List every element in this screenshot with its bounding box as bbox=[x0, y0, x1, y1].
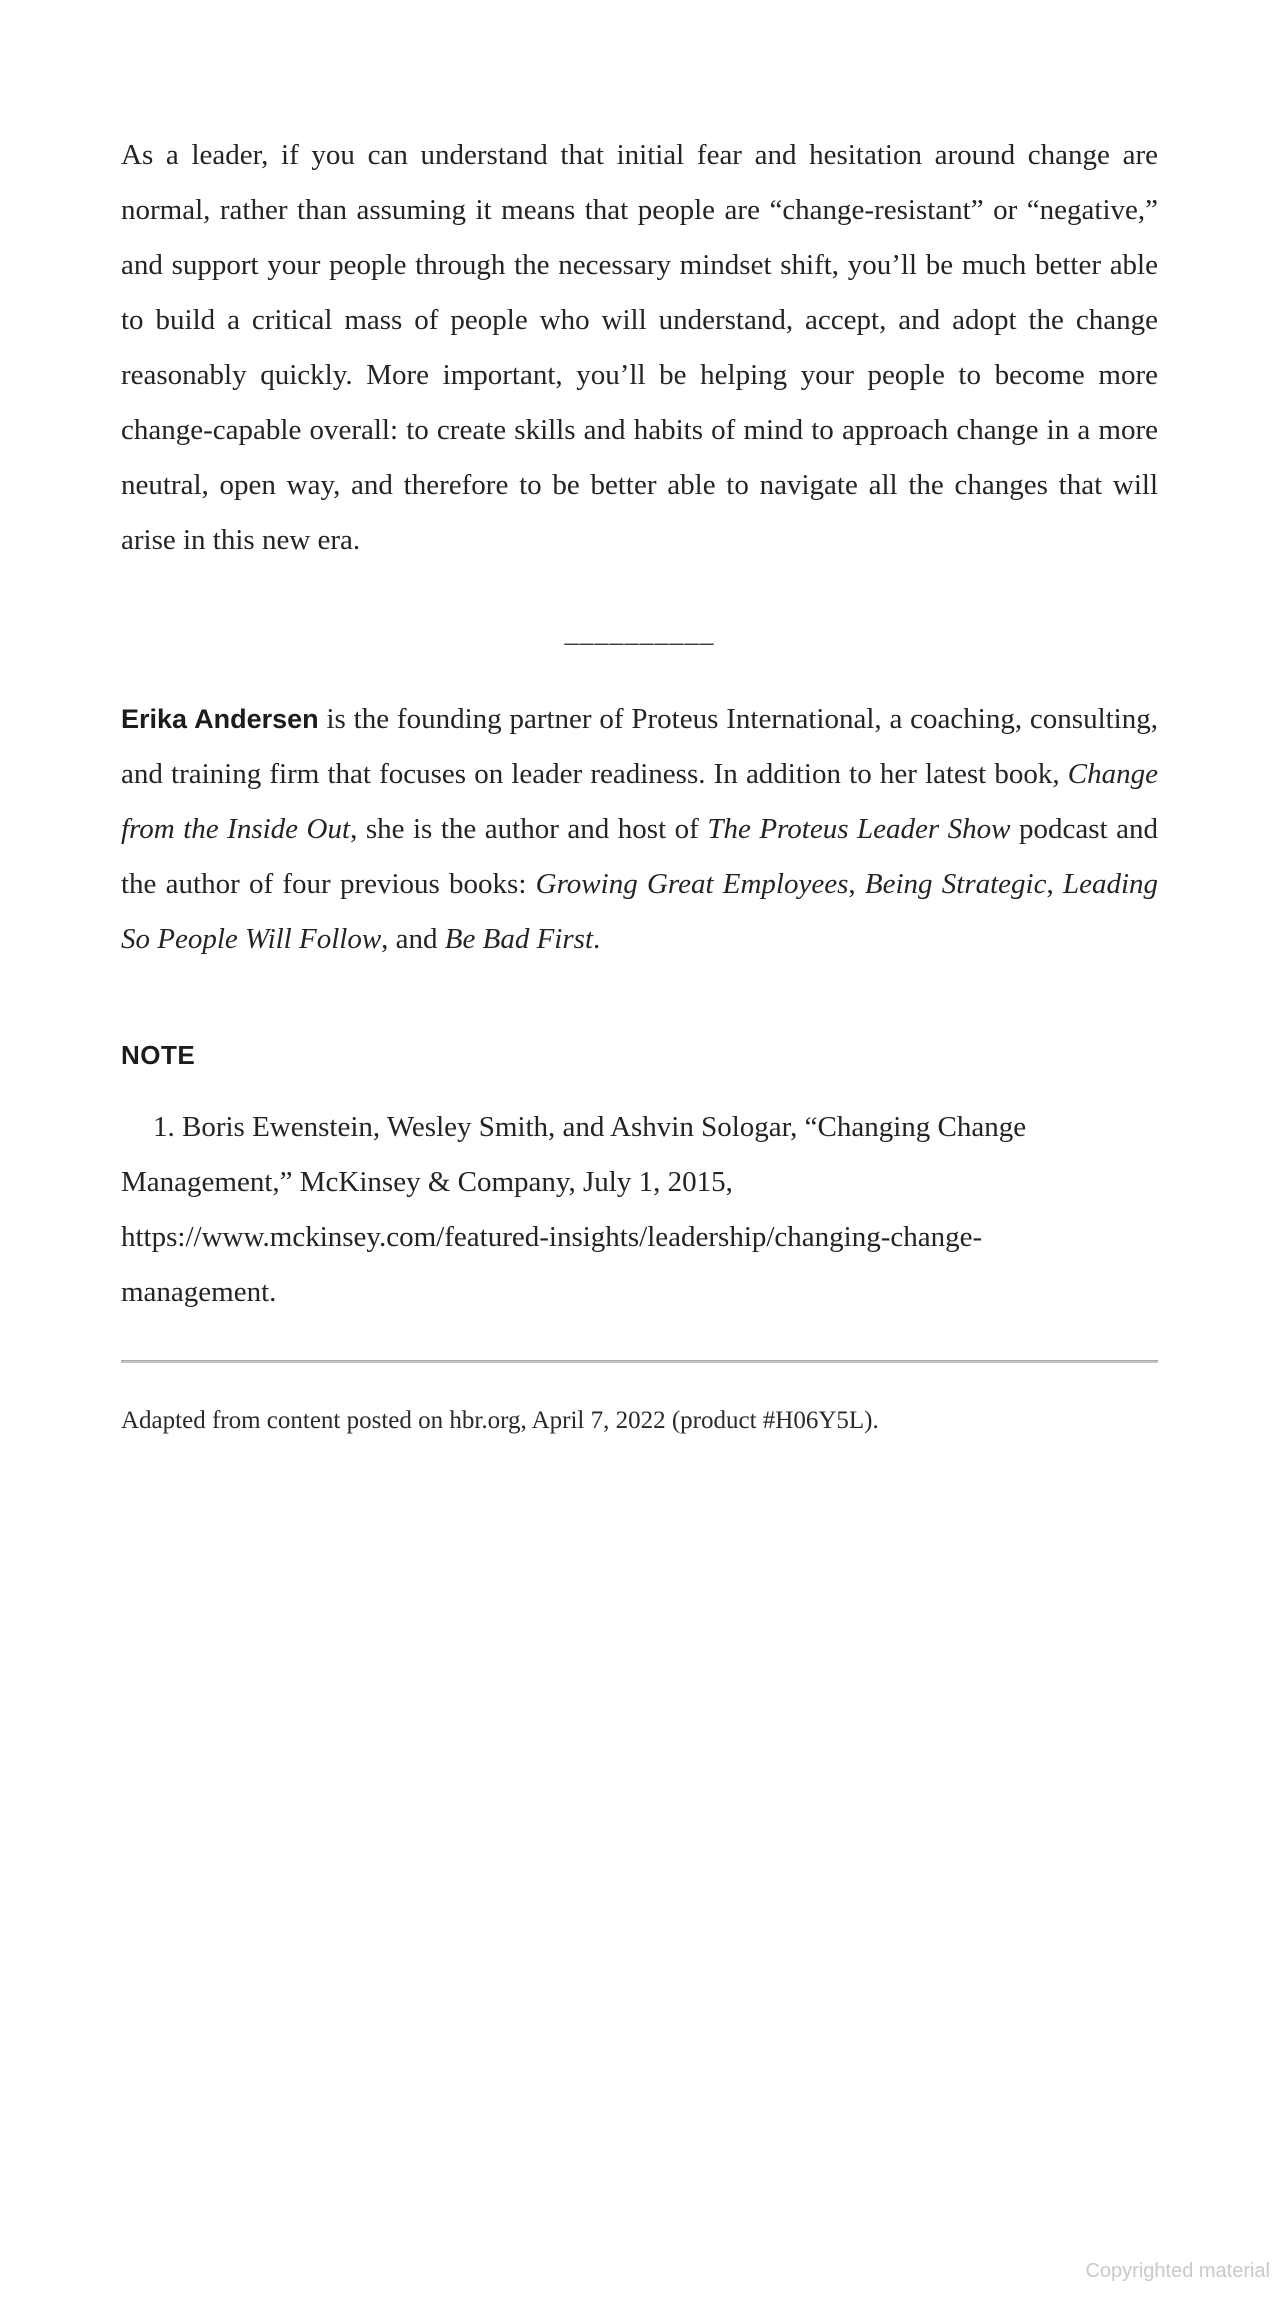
note-item-1: 1. Boris Ewenstein, Wesley Smith, and Ashvin Sologar, “Changing Change Management,” McKinsey & Company, July 1, 2015, https://www.mckinsey.com/featured-insights/leadership/changing-change- management. bbox=[121, 1111, 1027, 1308]
bio-text-segment: , and bbox=[381, 923, 445, 955]
bio-text-segment: is the founding partner of Proteus International, a coaching, consulting, and training firm that focuses on leader readiness. In addition to her latest book, bbox=[121, 703, 1158, 790]
bio-text-segment: . bbox=[593, 923, 601, 955]
footer-divider-rule bbox=[121, 1360, 1158, 1363]
source-attribution-line: Adapted from content posted on hbr.org, April 7, 2022 (product #H06Y5L). bbox=[121, 1407, 879, 1434]
note-section-heading: NOTE bbox=[121, 1040, 196, 1070]
bio-text-segment: podcast and the author of four previous books: bbox=[121, 813, 1159, 900]
bio-text-segment: Being Strategic bbox=[864, 868, 1047, 900]
bio-text-segment: The Proteus Leader Show bbox=[707, 813, 1011, 845]
body-paragraph: As a leader, if you can understand that initial fear and hesitation around change are normal, rather than assuming it means that people are “change-resistant” or “negative,” and support your people through the necessary mindset shift, you’ll be much better able to build a critical mass of people who will understand, accept, and adopt the change reasonably quickly. More important, you’ll be helping your people to become more change-capable overall: to create skills and habits of mind to approach change in a more neutral, open way, and therefore to be better able to navigate all the changes that will arise in this new era. bbox=[121, 139, 1158, 556]
section-divider-dashes: –––––––––– bbox=[564, 627, 715, 658]
bio-text-segment: , bbox=[848, 868, 865, 900]
copyrighted-material-watermark: Copyrighted material bbox=[1085, 2260, 1270, 2282]
bio-text-segment: Growing Great Employees bbox=[535, 868, 849, 900]
bio-text-segment: , bbox=[1046, 868, 1063, 900]
author-bio-paragraph bbox=[121, 692, 1158, 967]
bio-text-segment: Be Bad First bbox=[444, 923, 593, 955]
bio-text-segment: Change from the Inside Out bbox=[121, 758, 1158, 845]
bio-text-segment: Leading So People Will Follow bbox=[121, 868, 1159, 955]
bio-text-segment: , she is the author and host of bbox=[350, 813, 708, 845]
bio-text-segment: Erika Andersen bbox=[121, 704, 319, 734]
